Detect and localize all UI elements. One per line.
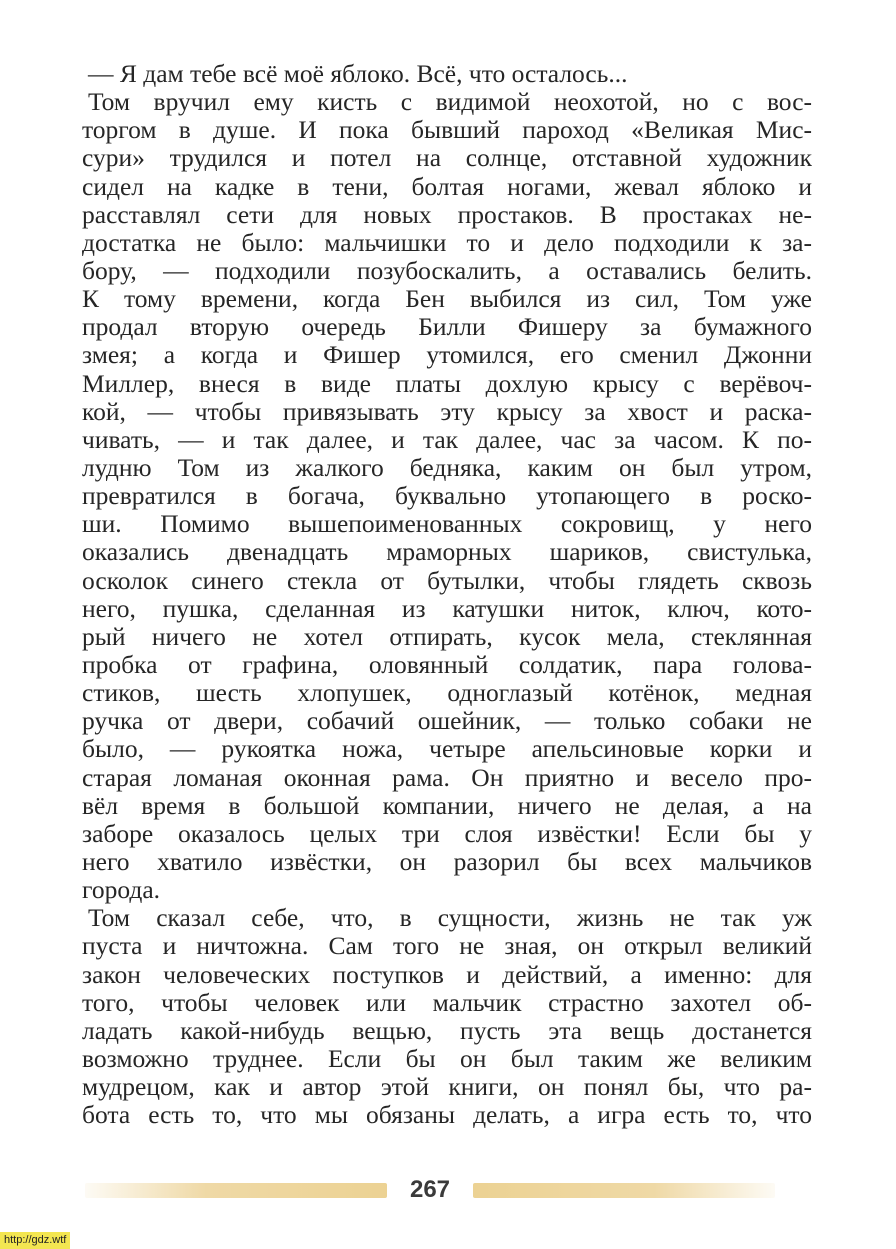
text-line: кой, — чтобы привязывать эту крысу за хвост и раска-: [82, 397, 812, 426]
text-line: Том вручил ему кисть с видимой неохотой, но с вос-: [88, 88, 812, 117]
text-line: бору, — подходили позубоскалить, а оставались белить.: [82, 256, 812, 285]
text-line: сури» трудился и потел на солнце, отставной художник: [82, 144, 812, 173]
watermark-link[interactable]: http://gdz.wtf: [0, 1232, 70, 1249]
text-line: торгом в душе. И пока бывший пароход «Великая Мис-: [82, 116, 812, 145]
text-line: города.: [82, 876, 161, 905]
text-line: пробка от графина, оловянный солдатик, пара голова-: [82, 650, 812, 679]
text-line: достатка не было: мальчишки то и дело подходили к за-: [82, 228, 812, 257]
text-line: К тому времени, когда Бен выбился из сил, Том уже: [82, 285, 812, 314]
text-line: оказались двенадцать мраморных шариков, свистулька,: [82, 538, 812, 567]
footer-decor-band-left: [85, 1183, 387, 1198]
text-line: ручка от двери, собачий ошейник, — только собаки не: [82, 707, 812, 736]
text-line: возможно труднее. Если бы он был таким же великим: [82, 1044, 812, 1073]
text-line: сидел на кадке в тени, болтая ногами, жевал яблоко и: [82, 172, 812, 201]
page-number: 267: [409, 1176, 451, 1203]
text-line: змея; а когда и Фишер утомился, его сменил Джонни: [82, 341, 812, 370]
text-line: пуста и ничтожна. Сам того не зная, он открыл великий: [82, 932, 812, 961]
page-footer: [85, 1175, 775, 1205]
text-line: старая ломаная оконная рама. Он приятно и весело про-: [82, 763, 812, 792]
text-line: бота есть то, что мы обязаны делать, а игра есть то, что: [82, 1101, 812, 1130]
text-line: Миллер, внеся в виде платы дохлую крысу с верёвоч-: [82, 369, 812, 398]
text-line: вёл время в большой компании, ничего не делая, а на: [82, 791, 812, 820]
text-line: стиков, шесть хлопушек, одноглазый котёнок, медная: [82, 679, 812, 708]
text-line: рый ничего не хотел отпирать, кусок мела, стеклянная: [82, 622, 812, 651]
text-line: закон человеческих поступков и действий, а именно: для: [82, 960, 812, 989]
text-line: Том сказал себе, что, в сущности, жизнь не так уж: [88, 904, 812, 933]
text-line: него, пушка, сделанная из катушки ниток, ключ, кото-: [82, 594, 812, 623]
text-line: расставлял сети для новых простаков. В простаках не-: [82, 200, 812, 229]
text-line: осколок синего стекла от бутылки, чтобы глядеть сквозь: [82, 566, 812, 595]
text-line: чивать, — и так далее, и так далее, час за часом. К по-: [82, 425, 812, 454]
text-line: превратился в богача, буквально утопающего в роско-: [82, 482, 812, 511]
text-line: ши. Помимо вышепоименованных сокровищ, у него: [82, 510, 812, 539]
text-line: того, чтобы человек или мальчик страстно захотел об-: [82, 988, 812, 1017]
text-line: — Я дам тебе всё моё яблоко. Всё, что осталось...: [88, 60, 628, 88]
footer-decor-band-right: [473, 1183, 775, 1198]
text-line: заборе оказалось целых три слоя извёстки! Если бы у: [82, 819, 812, 848]
page-text: [82, 60, 812, 1129]
text-line: ладать какой-нибудь вещью, пусть эта вещь достанется: [82, 1016, 812, 1045]
text-line: мудрецом, как и автор этой книги, он понял бы, что ра-: [82, 1073, 812, 1102]
text-line: него хватило извёстки, он разорил бы всех мальчиков: [82, 847, 812, 876]
text-line: лудню Том из жалкого бедняка, каким он был утром,: [82, 453, 812, 482]
text-line: продал вторую очередь Билли Фишеру за бумажного: [82, 313, 812, 342]
text-line: было, — рукоятка ножа, четыре апельсиновые корки и: [82, 735, 812, 764]
